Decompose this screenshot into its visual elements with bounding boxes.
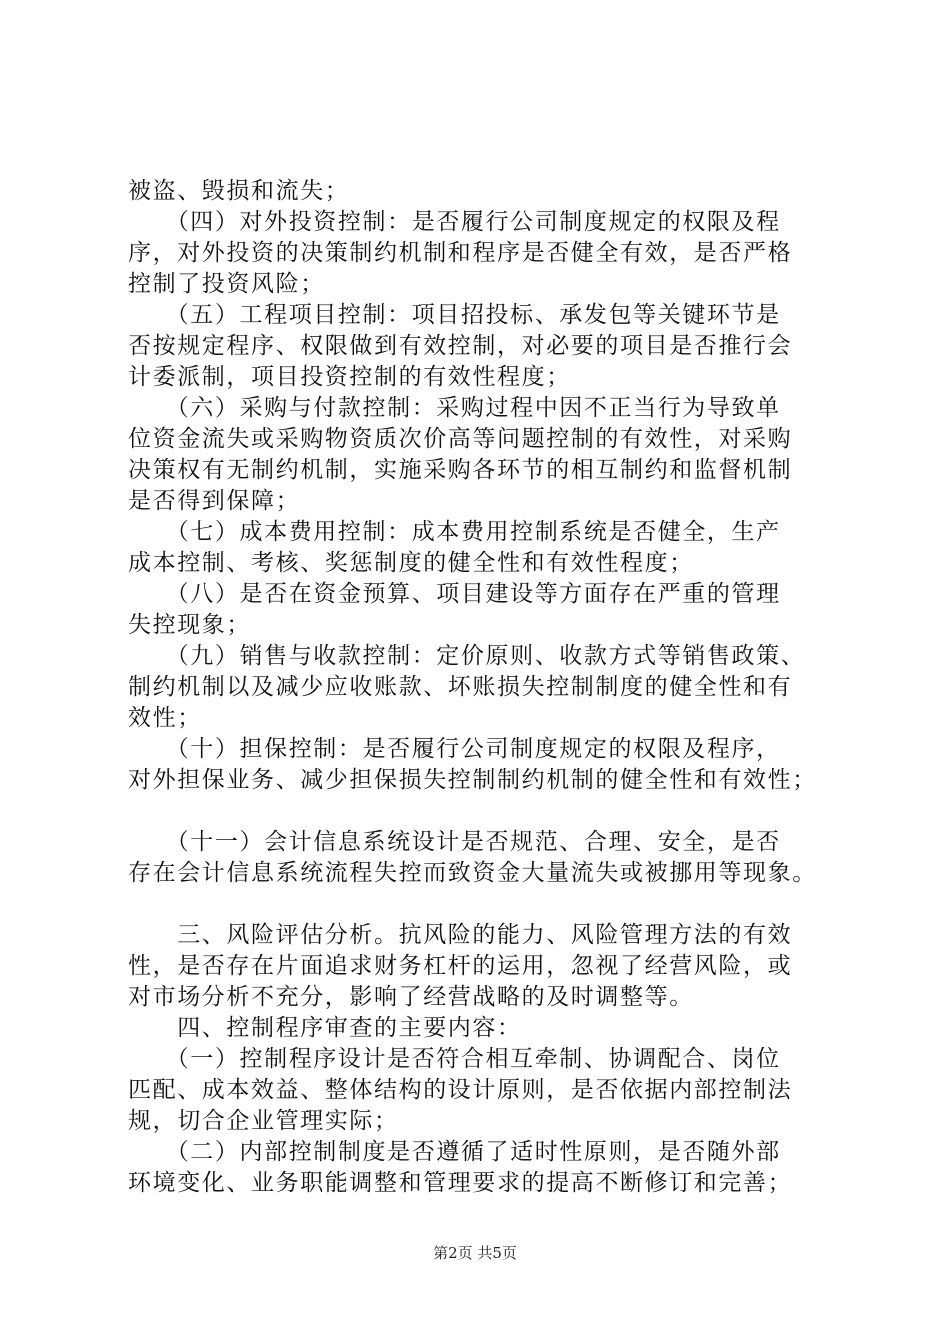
text-line: （二）内部控制制度是否遵循了适时性原则，是否随外部 <box>128 1139 781 1165</box>
text-line: 制约机制以及减少应收账款、坏账损失控制制度的健全性和有 <box>128 674 793 700</box>
text-line: 位资金流失或采购物资质次价高等问题控制的有效性，对采购 <box>128 426 793 452</box>
text-line: 匹配、成本效益、整体结构的设计原则，是否依据内部控制法 <box>128 1077 793 1103</box>
text-line: 决策权有无制约机制，实施采购各环节的相互制约和监督机制 <box>128 457 793 483</box>
text-line: 对外担保业务、减少担保损失控制制约机制的健全性和有效性； <box>128 767 817 793</box>
text-line: 控制了投资风险； <box>128 271 325 297</box>
text-line: 环境变化、业务职能调整和管理要求的提高不断修订和完善； <box>128 1170 793 1196</box>
page-number-footer: 第2页 共5页 <box>433 1244 517 1262</box>
text-line: 失控现象； <box>128 612 251 638</box>
text-line: 三、风险评估分析。抗风险的能力、风险管理方法的有效 <box>128 922 793 948</box>
blank-line <box>128 889 828 920</box>
text-line: 对市场分析不充分，影响了经营战略的及时调整等。 <box>128 984 694 1010</box>
text-line: 成本控制、考核、奖惩制度的健全性和有效性程度； <box>128 550 694 576</box>
text-line: 计委派制，项目投资控制的有效性程度； <box>128 364 571 390</box>
text-line: 被盗、毁损和流失； <box>128 178 350 204</box>
text-line: （四）对外投资控制：是否履行公司制度规定的权限及程 <box>128 209 781 235</box>
text-line: （六）采购与付款控制：采购过程中因不正当行为导致单 <box>128 395 781 421</box>
text-line: 是否得到保障； <box>128 488 301 514</box>
text-line: 性，是否存在片面追求财务杠杆的运用，忽视了经营风险，或 <box>128 953 793 979</box>
blank-line <box>128 796 828 827</box>
text-line: 存在会计信息系统流程失控而致资金大量流失或被挪用等现象。 <box>128 860 817 886</box>
text-line: （五）工程项目控制：项目招投标、承发包等关键环节是 <box>128 302 781 328</box>
text-line: （十一）会计信息系统设计是否规范、合理、安全，是否 <box>128 829 781 855</box>
text-line: 序，对外投资的决策制约机制和程序是否健全有效，是否严格 <box>128 240 793 266</box>
text-line: 否按规定程序、权限做到有效控制，对必要的项目是否推行会 <box>128 333 793 359</box>
text-line: （七）成本费用控制：成本费用控制系统是否健全，生产 <box>128 519 781 545</box>
text-line: （九）销售与收款控制：定价原则、收款方式等销售政策、 <box>128 643 806 669</box>
text-line: （一）控制程序设计是否符合相互牵制、协调配合、岗位 <box>128 1046 781 1072</box>
text-line: （八）是否在资金预算、项目建设等方面存在严重的管理 <box>128 581 781 607</box>
text-line: 效性； <box>128 705 202 731</box>
document-body <box>128 176 828 1199</box>
text-line: 四、控制程序审查的主要内容： <box>128 1015 522 1041</box>
text-line: （十）担保控制：是否履行公司制度规定的权限及程序， <box>128 736 781 762</box>
text-line: 规，切合企业管理实际； <box>128 1108 399 1134</box>
